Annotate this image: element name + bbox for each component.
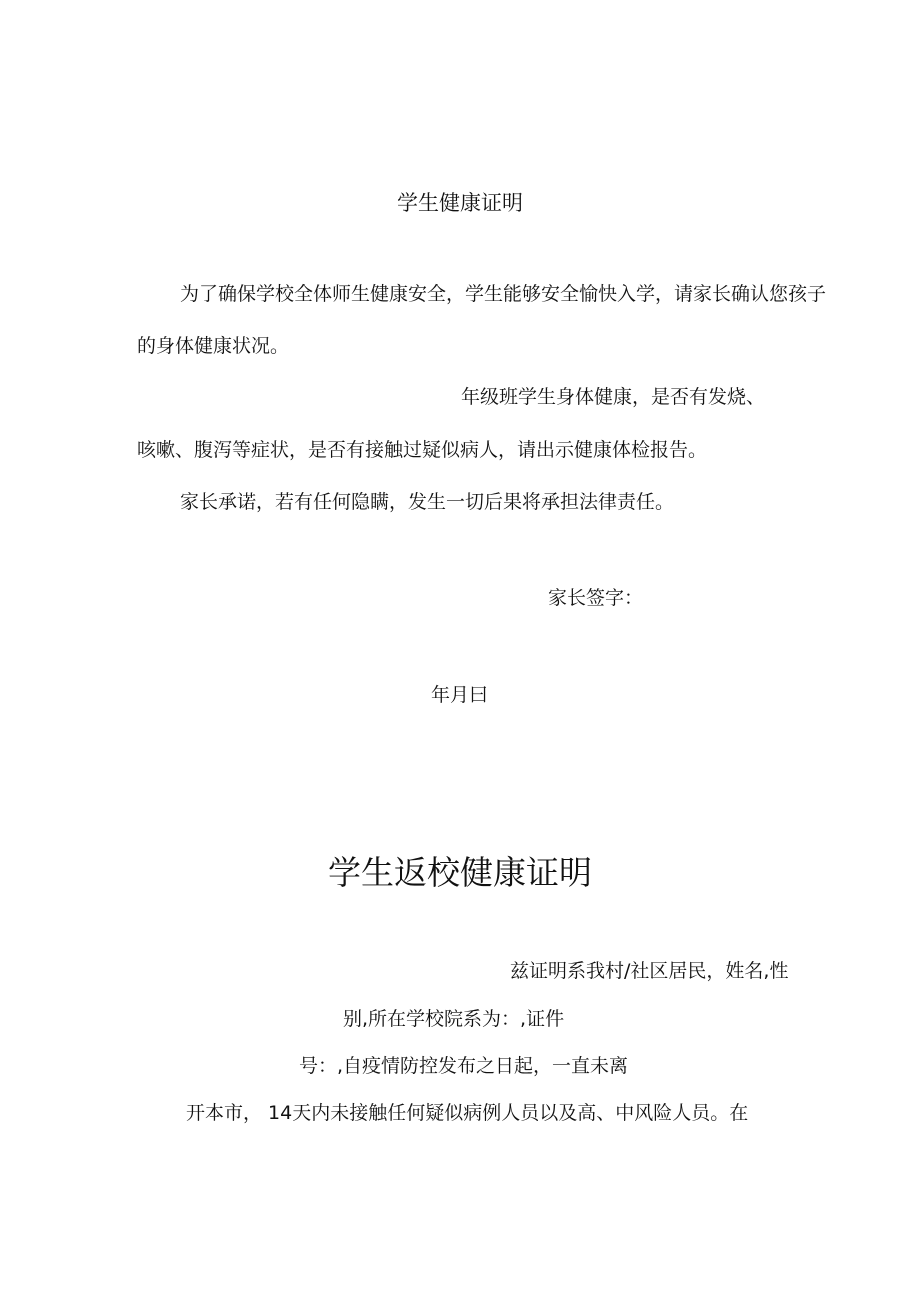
parent-signature-label: 家长签字： bbox=[548, 587, 644, 609]
certificate-line-4: 开本市， 14天内未接触任何疑似病例人员以及高、中风险人员。在 bbox=[186, 1102, 749, 1124]
parent-pledge: 家长承诺，若有任何隐瞒，发生一切后果将承担法律责任。 bbox=[180, 491, 675, 513]
date-label: 年月曰 bbox=[431, 684, 489, 706]
certificate-line-1: 兹证明系我村/社区居民，姓名,性 bbox=[510, 960, 789, 982]
return-certificate-title: 学生返校健康证明 bbox=[328, 853, 592, 892]
intro-paragraph-line-2: 的身体健康状况。 bbox=[137, 335, 290, 357]
health-paragraph-line-1: 年级班学生身体健康，是否有发烧、 bbox=[461, 386, 766, 408]
health-paragraph-line-2: 咳嗽、腹泻等症状，是否有接触过疑似病人，请出示健康体检报告。 bbox=[137, 439, 708, 461]
certificate-line-2: 别,所在学校院系为：,证件 bbox=[343, 1008, 565, 1030]
intro-paragraph-line-1: 为了确保学校全体师生健康安全，学生能够安全愉快入学，请家长确认您孩子 bbox=[180, 283, 827, 305]
document-title: 学生健康证明 bbox=[397, 191, 523, 215]
certificate-line-3: 号：,自疫情防控发布之日起，一直未离 bbox=[299, 1055, 629, 1077]
